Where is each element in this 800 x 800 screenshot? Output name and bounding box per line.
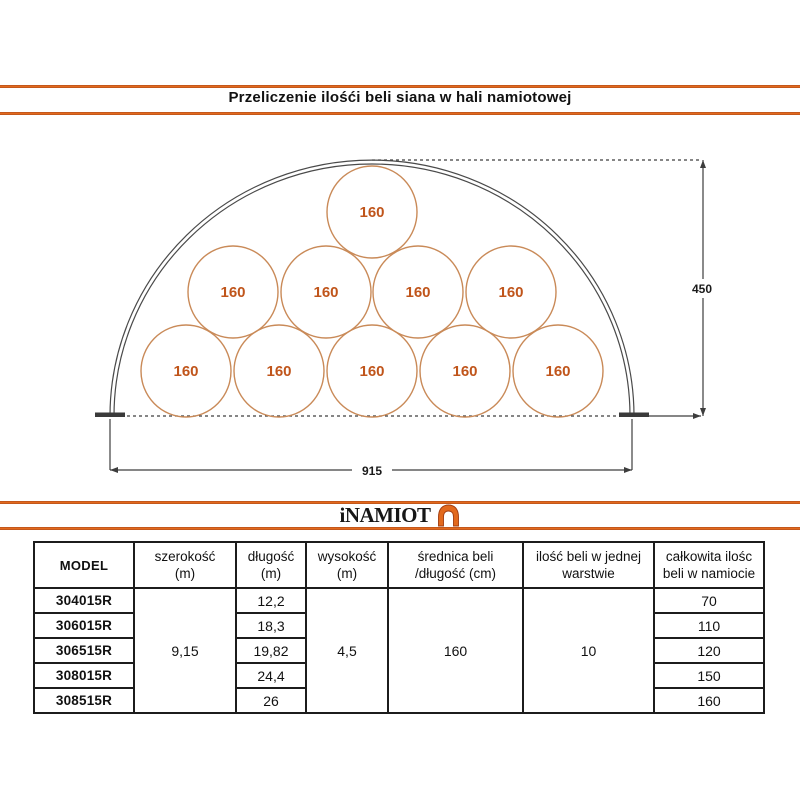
svg-text:160: 160 [498,284,524,301]
table-row [34,588,764,613]
arrow-right-icon [624,467,632,473]
col-header-dlugosc: długość (m) [236,542,306,588]
dlugosc-cell: 24,4 [236,663,306,688]
width-dimension-label: 915 [361,464,383,478]
svg-text:160: 160 [220,284,246,301]
col-header-calkowita: całkowita ilośc beli w namiocie [654,542,764,588]
model-cell: 306515R [34,638,134,663]
arrow-right-icon [693,413,701,419]
hay-bale [234,325,324,417]
model-cell: 306015R [34,613,134,638]
svg-text:160: 160 [359,363,385,380]
col-header-wysokosc: wysokość (m) [306,542,388,588]
calkowita-cell: 160 [654,688,764,713]
calkowita-cell: 120 [654,638,764,663]
hay-bale [327,166,417,258]
svg-text:160: 160 [173,363,199,380]
hay-bale [420,325,510,417]
hay-bale [513,325,603,417]
hay-bale [141,325,231,417]
dlugosc-cell: 12,2 [236,588,306,613]
svg-text:160: 160 [313,284,339,301]
calkowita-cell: 110 [654,613,764,638]
model-cell: 304015R [34,588,134,613]
tent-foot-left [95,413,125,418]
dlugosc-cell: 18,3 [236,613,306,638]
page-title: Przeliczenie ilośći beli siana w hali namiotowej [228,89,572,106]
model-cell: 308515R [34,688,134,713]
ilosc-warstwa-merged-cell: 10 [523,588,654,713]
col-header-szerokosc: szerokość (m) [134,542,236,588]
arrow-left-icon [110,467,118,473]
dlugosc-cell: 26 [236,688,306,713]
brand-logo-text: iNAMIOT [339,503,431,527]
tent-foot-right [619,413,649,418]
svg-text:160: 160 [405,284,431,301]
calkowita-cell: 150 [654,663,764,688]
arrow-down-icon [700,408,706,416]
brand-logo [0,503,800,527]
logo-rule-bottom [0,527,800,530]
col-header-srednica: średnica beli /długość (cm) [388,542,523,588]
svg-text:160: 160 [545,363,571,380]
dlugosc-cell: 19,82 [236,638,306,663]
calkowita-cell: 70 [654,588,764,613]
hay-bale [281,246,371,338]
tent-arch-icon [436,504,461,527]
col-header-ilosc-warstwa: ilość beli w jednej warstwie [523,542,654,588]
szerokosc-merged-cell: 9,15 [134,588,236,713]
header-row [34,542,764,588]
wysokosc-merged-cell: 4,5 [306,588,388,713]
model-cell: 308015R [34,663,134,688]
srednica-merged-cell: 160 [388,588,523,713]
arrow-up-icon [700,160,706,168]
hay-bale [188,246,278,338]
spec-table [33,541,765,714]
height-dimension-label: 450 [691,282,713,296]
hay-bale [373,246,463,338]
svg-text:160: 160 [359,204,385,221]
col-header-model: MODEL [34,542,134,588]
svg-text:160: 160 [266,363,292,380]
svg-text:160: 160 [452,363,478,380]
hay-bale [327,325,417,417]
hay-bale [466,246,556,338]
